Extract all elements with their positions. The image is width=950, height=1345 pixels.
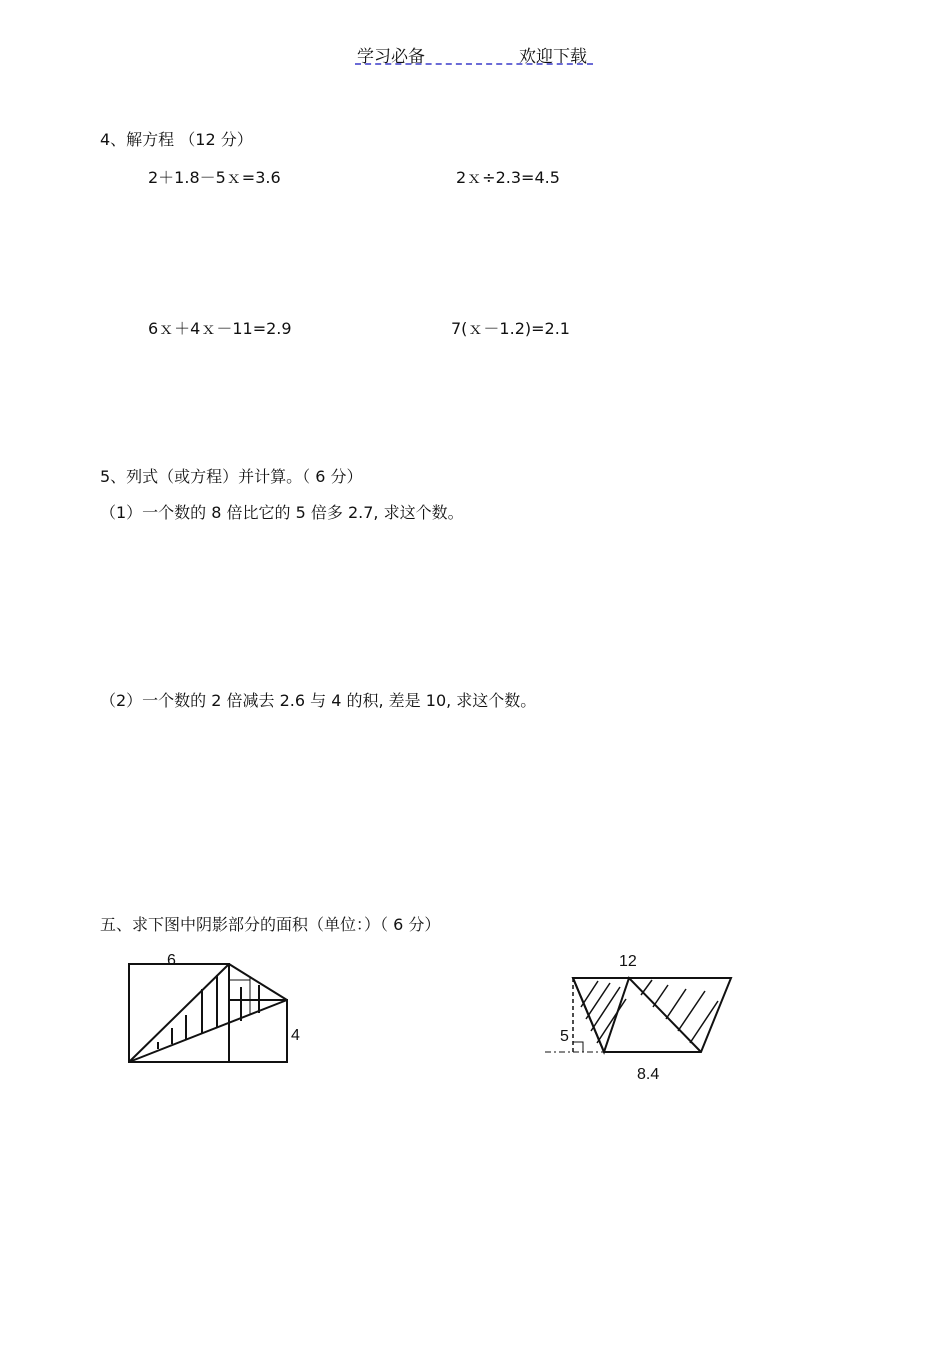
figure1-shaded-area [120,945,320,1075]
figure2-bottom-label: 8.4 [637,1066,660,1083]
q4-title: 4、解方程 （12 分） [100,130,253,149]
q5-item-2: （2）一个数的 2 倍减去 2.6 与 4 的积, 差是 10, 求这个数。 [100,691,537,710]
q4-equation-1: 2＋1.8－5ｘ=3.6 [148,168,281,187]
figure1-top-label: 6 [167,952,176,969]
figure2-right-angle [573,1042,583,1052]
section5-title: 五、求下图中阴影部分的面积（单位：）（ 6 分） [100,915,441,934]
header-dashed-underline [355,63,593,65]
q5-item-1: （1）一个数的 8 倍比它的 5 倍多 2.7, 求这个数。 [100,503,464,522]
figure2-hatching [581,980,718,1043]
q5-title: 5、列式（或方程）并计算。（ 6 分） [100,467,363,486]
figure2-shaded-area [540,945,750,1090]
q4-equation-2: 2ｘ÷2.3=4.5 [456,168,560,187]
q4-equation-4: 7(ｘ－1.2)=2.1 [451,319,570,338]
figure2-top-label: 12 [619,953,637,970]
figure1-hatching [158,975,259,1049]
figure1-side-label: 4 [291,1027,300,1044]
figure1-diagonal-bottom [129,1000,287,1062]
header-right: 欢迎下载 [519,47,587,67]
figure1-diagonal-top [129,964,229,1062]
figure2-height-label: 5 [560,1028,569,1045]
figure2-trapezoid [573,978,731,1052]
q4-equation-3: 6ｘ＋4ｘ－11=2.9 [148,319,292,338]
header-left: 学习必备 [357,47,425,67]
